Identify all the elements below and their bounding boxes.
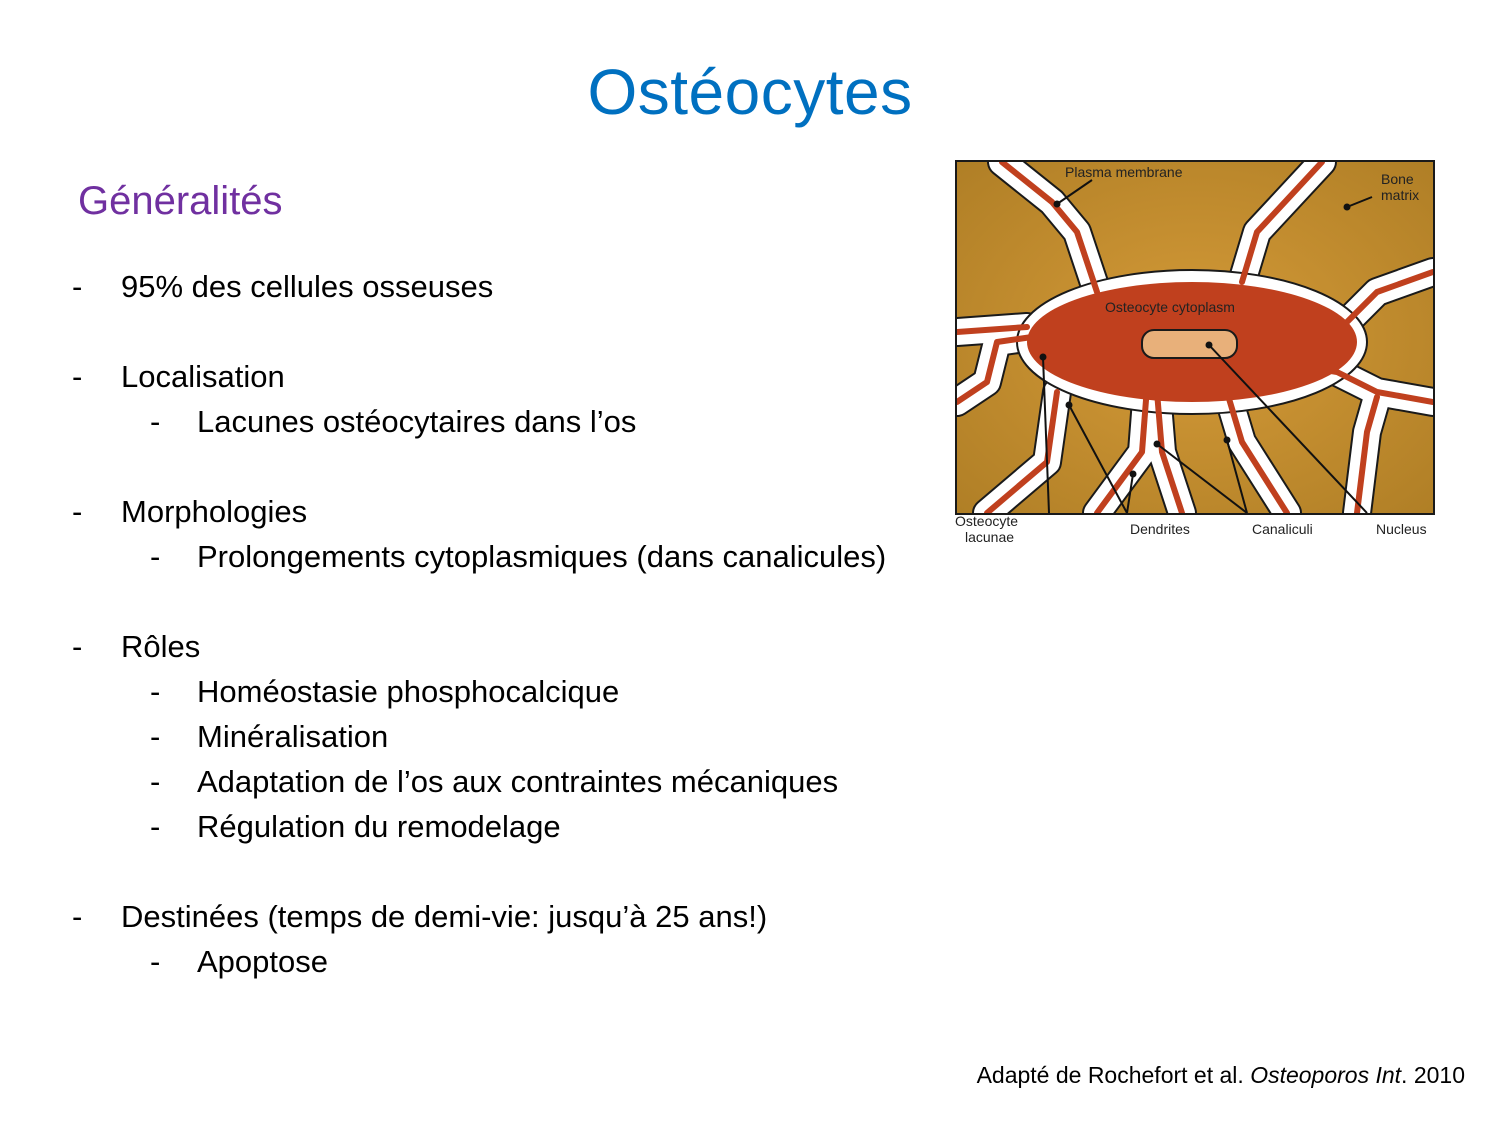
label-bone: Bone — [1381, 171, 1414, 187]
list-item-text: Apoptose — [197, 944, 328, 979]
label-nucleus: Nucleus — [1376, 521, 1427, 537]
label-matrix: matrix — [1381, 187, 1420, 203]
citation-journal: Osteoporos Int — [1250, 1062, 1402, 1088]
bullet-dash: - — [72, 899, 83, 934]
section-subtitle: Généralités — [78, 179, 283, 223]
bullet-dash: - — [72, 359, 83, 394]
list-item-text: Localisation — [121, 359, 285, 394]
bullet-dash: - — [72, 494, 83, 529]
label-plasma-membrane: Plasma membrane — [1065, 164, 1183, 180]
list-item-text: Homéostasie phosphocalcique — [197, 674, 620, 709]
bullet-dash: - — [72, 269, 83, 304]
list-item-text: 95% des cellules osseuses — [121, 269, 494, 304]
citation — [977, 1060, 1465, 1090]
bullet-dash: - — [150, 539, 161, 574]
list-item-text: Destinées (temps de demi-vie: jusqu’à 25 ans!) — [121, 899, 768, 934]
list-item-text: Lacunes ostéocytaires dans l’os — [197, 404, 637, 439]
bullet-dash: - — [150, 809, 161, 844]
label-canaliculi: Canaliculi — [1252, 521, 1313, 537]
osteocyte-illustration — [957, 162, 1433, 513]
label-dendrites: Dendrites — [1130, 521, 1190, 537]
slide-title: Ostéocytes — [587, 56, 913, 128]
citation-year: . 2010 — [1401, 1062, 1465, 1088]
diagram-bottom-labels — [950, 510, 1450, 555]
label-lacunae: lacunae — [965, 529, 1015, 545]
list-item-text: Rôles — [121, 629, 201, 664]
osteocyte-diagram — [955, 160, 1435, 515]
label-cytoplasm: Osteocyte cytoplasm — [1105, 299, 1235, 315]
bullet-dash: - — [150, 674, 161, 709]
list-item-text: Morphologies — [121, 494, 308, 529]
bullet-dash: - — [150, 764, 161, 799]
list-item-text: Prolongements cytoplasmiques (dans canalicules) — [197, 539, 887, 574]
list-item-text: Minéralisation — [197, 719, 389, 754]
citation-authors: Adapté de Rochefort et al. — [976, 1062, 1251, 1088]
bullet-dash: - — [150, 719, 161, 754]
label-osteocyte: Osteocyte — [955, 513, 1019, 529]
list-item-text: Régulation du remodelage — [197, 809, 561, 844]
list-item-text: Adaptation de l’os aux contraintes mécaniques — [197, 764, 839, 799]
bullet-dash: - — [150, 404, 161, 439]
bullet-dash: - — [72, 629, 83, 664]
bullet-dash: - — [150, 944, 161, 979]
